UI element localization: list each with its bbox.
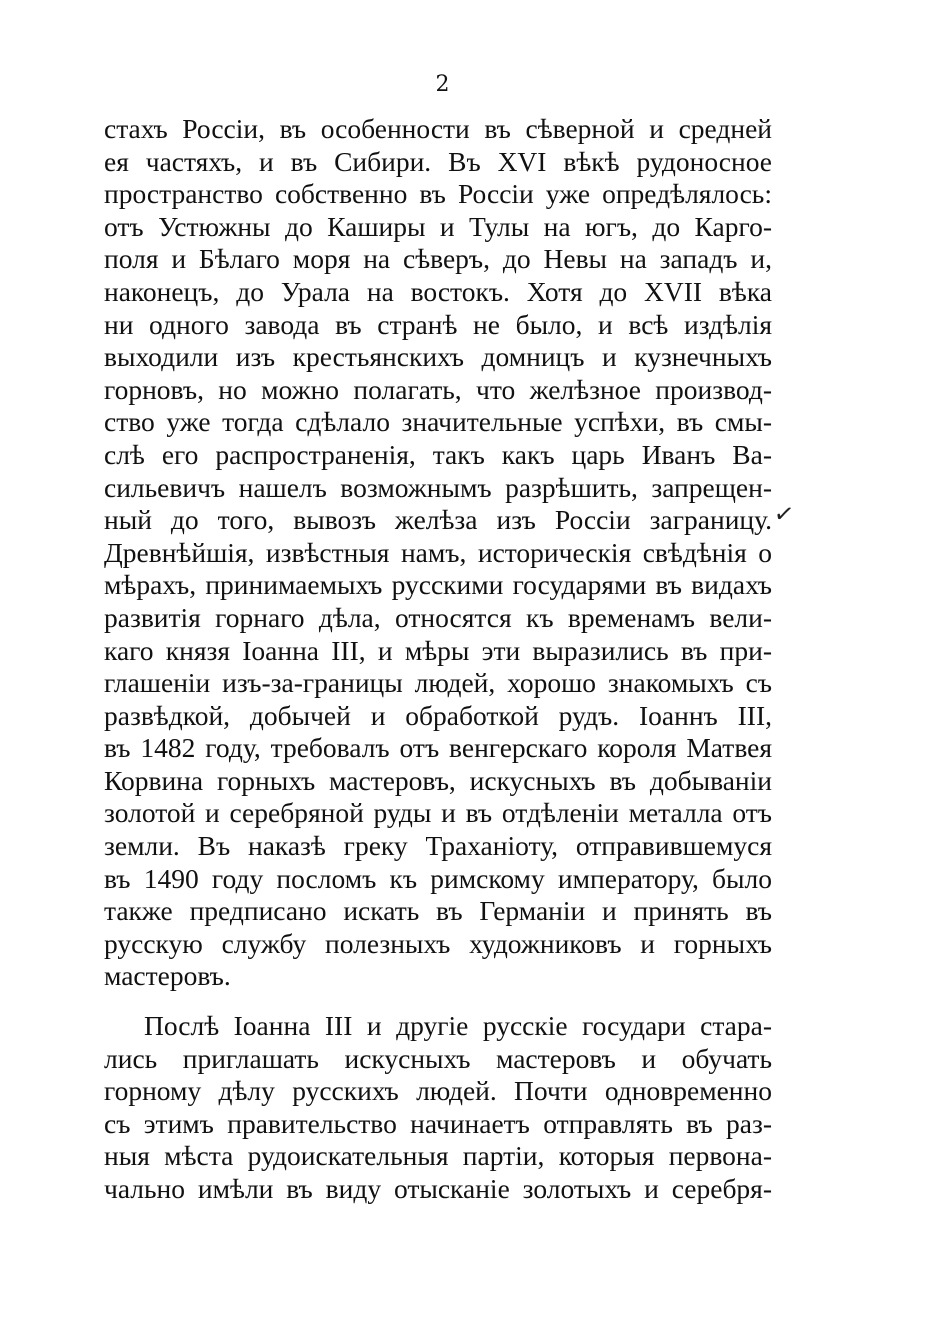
text-line: въ 1482 году, требовалъ отъ венгерскаго короля Матвея	[104, 732, 772, 764]
text-line: отъ Устюжны до Каширы и Тулы на югъ, до Карго-	[104, 210, 772, 242]
text-line: ный до того, вывозъ желѣза изъ Россіи заграницу.	[104, 504, 772, 536]
page-number: 2	[435, 72, 450, 97]
paragraph-1	[104, 113, 772, 993]
body-text	[104, 113, 772, 1206]
text-line: горному дѣлу русскихъ людей. Почти одновременно	[104, 1075, 772, 1107]
text-line: слѣ его распространенія, такъ какъ царь Иванъ Ва-	[104, 438, 772, 470]
text-line: глашеніи изъ-за-границы людей, хорошо знакомыхъ съ	[104, 667, 772, 699]
text-line: поля и Бѣлаго моря на сѣверъ, до Невы на западъ и,	[104, 243, 772, 275]
handwritten-check-mark-icon: ✓	[772, 498, 796, 530]
text-line: ея частяхъ, и въ Сибири. Въ XVI вѣкѣ рудоносное	[104, 145, 772, 177]
text-line: каго князя Іоанна III, и мѣры эти выразились въ при-	[104, 634, 772, 666]
text-line: съ этимъ правительство начинаетъ отправлять въ раз-	[104, 1107, 772, 1139]
text-line: ни одного завода въ странѣ не было, и всѣ издѣлія	[104, 308, 772, 340]
text-line: горновъ, но можно полагать, что желѣзное производ-	[104, 373, 772, 405]
text-line: лись приглашать искусныхъ мастеровъ и обучать	[104, 1042, 772, 1074]
paragraph-spacer	[104, 993, 772, 1010]
text-line: развѣдкой, добычей и обработкой рудъ. Іоаннъ III,	[104, 699, 772, 731]
text-line: сильевичъ нашелъ возможнымъ разрѣшить, запрещен-	[104, 471, 772, 503]
text-line: Древнѣйшія, извѣстныя намъ, историческія свѣдѣнія о	[104, 536, 772, 568]
text-line: земли. Въ наказѣ греку Траханіоту, отправившемуся	[104, 830, 772, 862]
text-line: выходили изъ крестьянскихъ домницъ и кузнечныхъ	[104, 341, 772, 373]
text-line: развитія горнаго дѣла, относятся къ временамъ вели-	[104, 601, 772, 633]
text-line: золотой и серебряной руды и въ отдѣленіи металла отъ	[104, 797, 772, 829]
paragraph-2	[104, 1010, 772, 1206]
text-line: чально имѣли въ виду отысканіе золотыхъ и серебря-	[104, 1173, 772, 1204]
text-line: наконецъ, до Урала на востокъ. Хотя до XVII вѣка	[104, 275, 772, 307]
text-line: въ 1490 году посломъ къ римскому императору, было	[104, 862, 772, 894]
text-line: мастеровъ.	[104, 960, 231, 992]
text-line: также предписано искать въ Германіи и принять въ	[104, 895, 772, 927]
text-line: русскую службу полезныхъ художниковъ и горныхъ	[104, 927, 772, 959]
text-line: стахъ Россіи, въ особенности въ сѣверной и средней	[104, 113, 772, 144]
text-line: ство уже тогда сдѣлало значительные успѣхи, въ смы-	[104, 406, 772, 438]
text-line: пространство собственно въ Россіи уже опредѣлялось:	[104, 178, 772, 210]
text-line: ныя мѣста рудоискательныя партіи, которыя первона-	[104, 1140, 772, 1172]
text-line: Послѣ Іоанна III и другіе русскіе государи стара-	[144, 1010, 772, 1042]
text-line: мѣрахъ, принимаемыхъ русскими государями въ видахъ	[104, 569, 772, 601]
text-line: Корвина горныхъ мастеровъ, искусныхъ въ добываніи	[104, 764, 772, 796]
